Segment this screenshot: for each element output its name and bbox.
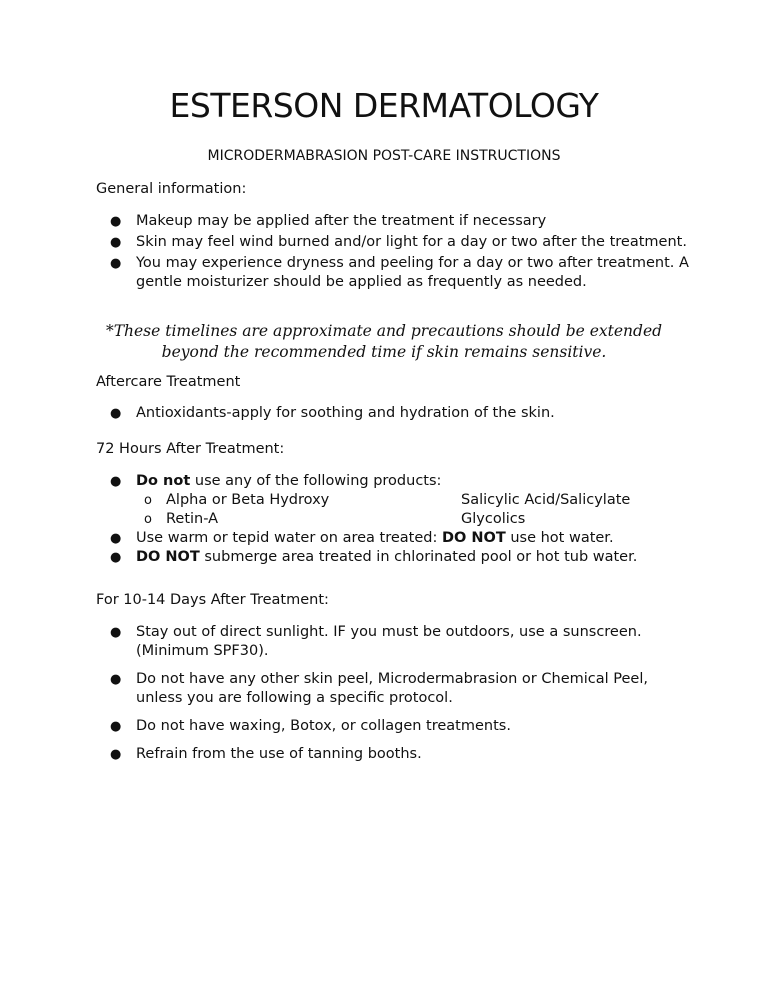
general-heading: General information: <box>96 181 247 197</box>
product-row <box>136 510 696 529</box>
bullet-icon: ● <box>110 235 122 250</box>
document-title: ESTERSON DERMATOLOGY <box>169 86 599 125</box>
aftercare-list <box>96 404 696 425</box>
list-item: ● Do not have any other skin peel, Microdermabrasion or Chemical Peel, unless you are following a specific protocol. <box>110 671 648 706</box>
product-left: Alpha or Beta Hydroxy <box>166 492 330 508</box>
bullet-icon: ● <box>110 550 122 565</box>
bullet-icon: ● <box>110 256 122 271</box>
aftercare-heading: Aftercare Treatment <box>96 374 241 390</box>
product-left: Retin-A <box>166 511 219 527</box>
bullet-icon: ● <box>110 214 122 229</box>
bullet-icon: ● <box>110 531 122 546</box>
general-list <box>96 212 696 294</box>
list-item: ● Refrain from the use of tanning booths. <box>110 746 422 762</box>
list-item: ● Skin may feel wind burned and/or light for a day or two after the treatment. <box>110 234 687 250</box>
list-item: ● Do not use any of the following products: o Alpha or Beta Hydroxy Salicylic Acid/Salicylate o Retin-A Glycolics <box>96 472 696 529</box>
list-item: ● Makeup may be applied after the treatment if necessary <box>110 213 547 229</box>
list-item: ● Do not have waxing, Botox, or collagen treatments. <box>110 718 511 734</box>
bullet-icon: ● <box>110 474 122 489</box>
hours72-list <box>96 472 696 569</box>
bullet-icon: ● <box>110 406 122 421</box>
product-row <box>136 491 696 510</box>
product-right: Salicylic Acid/Salicylate <box>461 492 631 508</box>
document-subtitle: MICRODERMABRASION POST-CARE INSTRUCTIONS <box>207 148 561 164</box>
product-right: Glycolics <box>461 511 526 527</box>
days-heading: For 10-14 Days After Treatment: <box>96 592 329 608</box>
bullet-icon: ● <box>110 672 122 687</box>
hours72-heading: 72 Hours After Treatment: <box>96 441 285 457</box>
list-item: ● Stay out of direct sunlight. IF you must be outdoors, use a sunscreen. (Minimum SPF30). <box>110 624 642 659</box>
bullet-icon: ● <box>110 719 122 734</box>
bullet-icon: ● <box>110 625 122 640</box>
list-item: ● DO NOT submerge area treated in chlorinated pool or hot tub water. <box>110 549 638 565</box>
list-item: ● Antioxidants-apply for soothing and hydration of the skin. <box>110 405 555 421</box>
circle-bullet-icon: o <box>144 512 152 527</box>
timeline-note: *These timelines are approximate and precautions should be extended beyond the recommended time if skin remains sensitive. <box>105 322 663 361</box>
list-item: ● You may experience dryness and peeling for a day or two after treatment. A gentle moisturizer should be applied as frequently as needed. <box>110 255 689 290</box>
list-item: ● Use warm or tepid water on area treated: DO NOT use hot water. <box>110 530 614 546</box>
days-list <box>96 623 696 766</box>
products-sublist <box>136 491 696 529</box>
bullet-icon: ● <box>110 747 122 762</box>
circle-bullet-icon: o <box>144 493 152 508</box>
